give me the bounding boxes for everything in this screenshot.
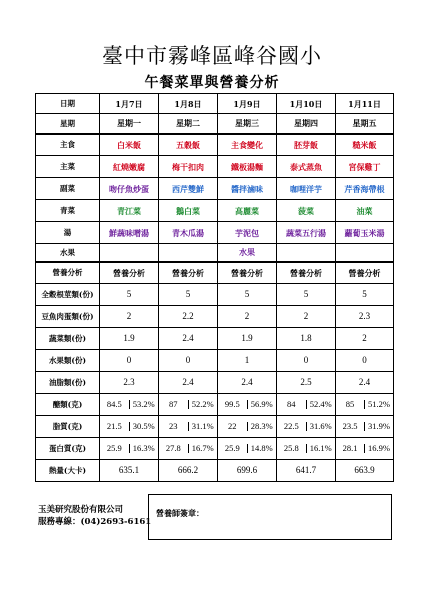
- macro-grams: 28.1: [342, 443, 358, 454]
- dish-cell: 青木瓜湯: [159, 222, 218, 244]
- date-cell: 1月7日: [100, 94, 159, 114]
- macro-grams: 85: [345, 399, 355, 410]
- dish-row: [36, 200, 394, 222]
- signature-box: [148, 494, 392, 540]
- serving-cell: 0: [336, 350, 394, 372]
- row-label: 主食: [36, 134, 100, 156]
- serving-cell: 0: [100, 350, 159, 372]
- macro-grams: 22: [228, 421, 237, 432]
- macro-cell: [218, 416, 277, 438]
- dish-cell: [277, 244, 336, 262]
- dish-cell: 胚芽飯: [277, 134, 336, 156]
- macro-cell: [277, 394, 336, 416]
- dish-cell: 高麗菜: [218, 200, 277, 222]
- weekday-cell: 星期五: [336, 114, 394, 134]
- row-label: 星期: [36, 114, 100, 134]
- macro-percent: 52.2%: [188, 400, 218, 409]
- row-label: 青菜: [36, 200, 100, 222]
- serving-row: [36, 350, 394, 372]
- dish-row: [36, 156, 394, 178]
- dish-cell: 鵝白菜: [159, 200, 218, 222]
- macro-percent: 16.1%: [306, 444, 336, 453]
- analysis-head-cell: 營養分析: [100, 262, 159, 284]
- macro-grams: 25.9: [106, 443, 122, 454]
- dish-cell: 五穀飯: [159, 134, 218, 156]
- dish-cell: 梅干扣肉: [159, 156, 218, 178]
- macro-percent: 56.9%: [247, 400, 277, 409]
- macro-percent: 14.8%: [247, 444, 277, 453]
- row-label: 豆魚肉蛋類(份): [36, 306, 100, 328]
- macro-cell: [159, 394, 218, 416]
- calorie-cell: 641.7: [277, 460, 336, 482]
- weekday-row: [36, 114, 394, 134]
- signature-label: 營養師簽章：: [156, 508, 204, 518]
- dish-cell: 主食變化: [218, 134, 277, 156]
- serving-cell: 2.4: [159, 328, 218, 350]
- serving-cell: 2.4: [336, 372, 394, 394]
- dish-cell: 油菜: [336, 200, 394, 222]
- macro-percent: 51.2%: [364, 400, 393, 409]
- analysis-header-row: [36, 262, 394, 284]
- row-label: 蛋白質(克): [36, 438, 100, 460]
- row-label: 全穀根莖類(份): [36, 284, 100, 306]
- serving-cell: 5: [336, 284, 394, 306]
- serving-cell: 2.2: [159, 306, 218, 328]
- serving-cell: 2: [336, 328, 394, 350]
- serving-cell: 1.8: [277, 328, 336, 350]
- weekday-cell: 星期四: [277, 114, 336, 134]
- date-cell: 1月8日: [159, 94, 218, 114]
- analysis-head-cell: 營養分析: [336, 262, 394, 284]
- dish-cell: [336, 244, 394, 262]
- serving-cell: 5: [277, 284, 336, 306]
- row-label: 水果: [36, 244, 100, 262]
- dish-row: [36, 134, 394, 156]
- service-hotline: 服務專線：(04)2693-6161: [38, 517, 152, 527]
- dish-cell: 鐵板湯麵: [218, 156, 277, 178]
- macro-cell: [336, 416, 394, 438]
- macro-cell: [159, 438, 218, 460]
- dish-cell: 水果: [218, 244, 277, 262]
- date-cell: 1月10日: [277, 94, 336, 114]
- macro-row: [36, 394, 394, 416]
- serving-row: [36, 328, 394, 350]
- calorie-row: [36, 460, 394, 482]
- macro-grams: 23: [169, 421, 178, 432]
- macro-cell: [218, 394, 277, 416]
- macro-grams: 25.9: [224, 443, 240, 454]
- calorie-cell: 635.1: [100, 460, 159, 482]
- dish-cell: 鮮蔬味噌湯: [100, 222, 159, 244]
- calorie-cell: 663.9: [336, 460, 394, 482]
- serving-cell: 5: [100, 284, 159, 306]
- macro-percent: 28.3%: [247, 422, 277, 431]
- macro-cell: [100, 394, 159, 416]
- dish-cell: 咖哩洋芋: [277, 178, 336, 200]
- serving-cell: 2.3: [100, 372, 159, 394]
- serving-cell: 5: [159, 284, 218, 306]
- dish-row: [36, 244, 394, 262]
- serving-cell: 5: [218, 284, 277, 306]
- weekday-cell: 星期三: [218, 114, 277, 134]
- macro-cell: [100, 438, 159, 460]
- footer-company-info: [38, 504, 151, 528]
- serving-cell: 2.4: [218, 372, 277, 394]
- analysis-head-cell: 營養分析: [277, 262, 336, 284]
- dish-cell: 西芹雙鮮: [159, 178, 218, 200]
- row-label: 脂質(克): [36, 416, 100, 438]
- macro-cell: [159, 416, 218, 438]
- page-title: 臺中市霧峰區峰谷國小: [102, 44, 322, 68]
- macro-percent: 31.1%: [188, 422, 218, 431]
- serving-cell: 2: [100, 306, 159, 328]
- dish-cell: 吻仔魚炒蛋: [100, 178, 159, 200]
- serving-cell: 1.9: [100, 328, 159, 350]
- macro-cell: [218, 438, 277, 460]
- dish-cell: 醬拌滷味: [218, 178, 277, 200]
- macro-percent: 52.4%: [306, 400, 336, 409]
- serving-cell: 1: [218, 350, 277, 372]
- row-label: 主菜: [36, 156, 100, 178]
- serving-cell: 2: [218, 306, 277, 328]
- serving-cell: 2.4: [159, 372, 218, 394]
- serving-row: [36, 372, 394, 394]
- dish-row: [36, 178, 394, 200]
- serving-row: [36, 306, 394, 328]
- menu-table: [35, 93, 394, 482]
- dish-cell: 芋泥包: [218, 222, 277, 244]
- macro-grams: 84: [287, 399, 296, 410]
- macro-percent: 16.7%: [188, 444, 218, 453]
- serving-cell: 1.9: [218, 328, 277, 350]
- dish-cell: 蘿蔔玉米湯: [336, 222, 394, 244]
- row-label: 醣類(克): [36, 394, 100, 416]
- row-label: 日期: [36, 94, 100, 114]
- dish-row: [36, 222, 394, 244]
- macro-grams: 22.5: [283, 421, 299, 432]
- calorie-cell: 666.2: [159, 460, 218, 482]
- dish-cell: [100, 244, 159, 262]
- dish-cell: 糙米飯: [336, 134, 394, 156]
- macro-row: [36, 438, 394, 460]
- serving-cell: 0: [159, 350, 218, 372]
- row-label: 營養分析: [36, 262, 100, 284]
- macro-cell: [277, 416, 336, 438]
- macro-percent: 16.3%: [129, 444, 159, 453]
- dish-cell: [159, 244, 218, 262]
- dish-cell: 青江菜: [100, 200, 159, 222]
- row-label: 水果類(份): [36, 350, 100, 372]
- dish-cell: 紅燒嫩腐: [100, 156, 159, 178]
- calorie-cell: 699.6: [218, 460, 277, 482]
- macro-percent: 31.6%: [306, 422, 336, 431]
- dish-cell: 菠菜: [277, 200, 336, 222]
- macro-grams: 84.5: [106, 399, 122, 410]
- macro-percent: 16.9%: [364, 444, 393, 453]
- row-label: 熱量(大卡): [36, 460, 100, 482]
- macro-cell: [336, 438, 394, 460]
- date-cell: 1月11日: [336, 94, 394, 114]
- macro-cell: [277, 438, 336, 460]
- weekday-cell: 星期二: [159, 114, 218, 134]
- dish-cell: 宮保雞丁: [336, 156, 394, 178]
- serving-cell: 0: [277, 350, 336, 372]
- macro-percent: 30.5%: [129, 422, 159, 431]
- row-label: 湯: [36, 222, 100, 244]
- serving-row: [36, 284, 394, 306]
- page-subtitle: 午餐菜單與營養分析: [144, 75, 280, 91]
- serving-cell: 2.3: [336, 306, 394, 328]
- company-name: 玉美研究股份有限公司: [38, 505, 124, 515]
- macro-row: [36, 416, 394, 438]
- row-label: 油脂類(份): [36, 372, 100, 394]
- dish-cell: 白米飯: [100, 134, 159, 156]
- macro-grams: 87: [169, 399, 178, 410]
- row-label: 副菜: [36, 178, 100, 200]
- dish-cell: 泰式蒸魚: [277, 156, 336, 178]
- macro-cell: [100, 416, 159, 438]
- macro-cell: [336, 394, 394, 416]
- weekday-cell: 星期一: [100, 114, 159, 134]
- dish-cell: 芹香海帶根: [336, 178, 394, 200]
- macro-percent: 31.9%: [364, 422, 393, 431]
- serving-cell: 2: [277, 306, 336, 328]
- macro-grams: 25.8: [283, 443, 299, 454]
- row-label: 蔬菜類(份): [36, 328, 100, 350]
- macro-grams: 21.5: [106, 421, 122, 432]
- dish-cell: 蔬菜五行湯: [277, 222, 336, 244]
- date-cell: 1月9日: [218, 94, 277, 114]
- macro-grams: 23.5: [342, 421, 358, 432]
- analysis-head-cell: 營養分析: [218, 262, 277, 284]
- analysis-head-cell: 營養分析: [159, 262, 218, 284]
- macro-grams: 99.5: [224, 399, 240, 410]
- serving-cell: 2.5: [277, 372, 336, 394]
- macro-grams: 27.8: [165, 443, 181, 454]
- date-row: [36, 94, 394, 114]
- macro-percent: 53.2%: [129, 400, 159, 409]
